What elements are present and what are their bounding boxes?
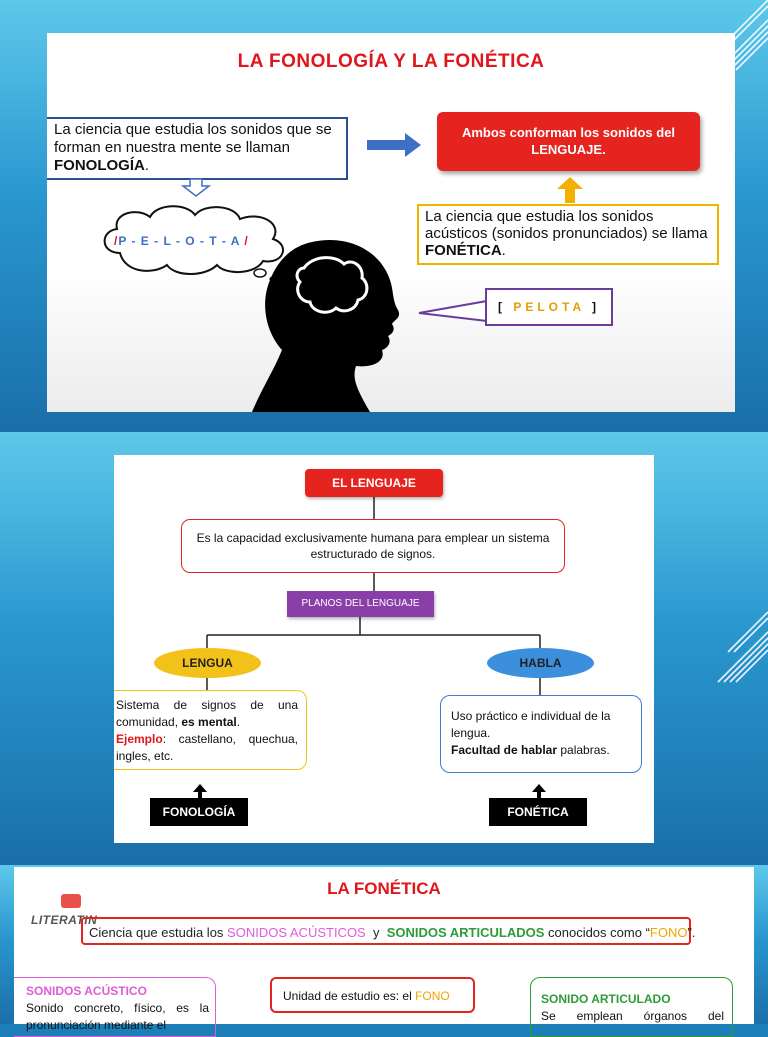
slide-la-fonetica bbox=[14, 867, 754, 1032]
def-fono: FONO bbox=[649, 925, 688, 940]
slide-fonologia-fonetica bbox=[47, 33, 735, 412]
def-acusticos: SONIDOS ACÚSTICOS bbox=[227, 925, 366, 940]
fonetica-definition-box bbox=[81, 917, 696, 945]
corner-stripes-decoration bbox=[708, 612, 768, 682]
habla-description-end: palabras. bbox=[557, 743, 610, 757]
speech-word: PELOTA bbox=[513, 300, 585, 314]
fonologia-definition-text: La ciencia que estudia los sonidos que se forman en nuestra mente se llaman bbox=[54, 121, 332, 156]
sonido-articulado-box bbox=[530, 977, 733, 1037]
lenguaje-summary-box: Ambos conforman los sonidos del LENGUAJE. bbox=[437, 112, 700, 171]
unidad-fono: FONO bbox=[415, 989, 450, 1003]
arrow-up-icon bbox=[193, 784, 207, 798]
slide3-title: LA FONÉTICA bbox=[327, 879, 441, 898]
fonetica-definition-text: La ciencia que estudia los sonidos acústicos (sonidos pronunciados) se llama bbox=[425, 208, 708, 242]
lengua-description-box bbox=[114, 690, 307, 770]
speech-bracket-open: [ bbox=[497, 300, 506, 314]
thought-word bbox=[114, 234, 249, 248]
thought-slash-open: / bbox=[114, 234, 119, 248]
habla-description-bold: Facultad de hablar bbox=[451, 743, 558, 757]
def-text-3: conocidos como “ bbox=[544, 925, 650, 940]
fonologia-definition-end: . bbox=[144, 157, 149, 174]
articulado-text: Se emplean órganos del bbox=[541, 1009, 724, 1023]
speech-tail-shape bbox=[419, 299, 489, 323]
habla-description-box bbox=[440, 695, 642, 773]
def-text-2: y bbox=[365, 925, 387, 940]
slide1-title: LA FONOLOGÍA Y LA FONÉTICA bbox=[237, 51, 545, 72]
literatin-logo: LITERATIN bbox=[31, 913, 98, 927]
ejemplo-label: Ejemplo bbox=[116, 732, 163, 746]
unidad-text: Unidad de estudio es: el bbox=[283, 989, 416, 1003]
fonologia-definition-box bbox=[47, 117, 348, 180]
arrow-right-icon bbox=[367, 133, 421, 157]
habla-description-text: Uso práctico e individual de la lengua. bbox=[451, 709, 611, 740]
articulado-title: SONIDO ARTICULADO bbox=[541, 992, 671, 1006]
thought-letters: P - E - L - O - T - A bbox=[118, 234, 241, 248]
planos-lenguaje-box: PLANOS DEL LENGUAJE bbox=[287, 591, 434, 617]
el-lenguaje-box: EL LENGUAJE bbox=[305, 469, 443, 497]
thought-slash-close: / bbox=[244, 234, 249, 248]
arrow-down-icon bbox=[182, 179, 210, 197]
fonetica-definition-end: . bbox=[501, 242, 506, 259]
fonologia-label-box: FONOLOGÍA bbox=[150, 798, 248, 826]
head-silhouette-image bbox=[252, 238, 407, 412]
fonologia-term: FONOLOGÍA bbox=[54, 157, 145, 174]
def-text-4: ”. bbox=[687, 925, 696, 940]
lengua-description-end: . bbox=[236, 715, 241, 729]
lenguaje-definition-box: Es la capacidad exclusivamente humana para emplear un sistema estructurado de signos. bbox=[181, 519, 565, 573]
def-text-1: Ciencia que estudia los bbox=[89, 925, 228, 940]
arrow-up-icon bbox=[557, 177, 583, 203]
slide-lenguaje bbox=[114, 455, 654, 843]
speech-pelota-box bbox=[485, 288, 613, 326]
lengua-description-text: Sistema de signos de una comunidad, bbox=[116, 698, 298, 729]
lengua-description-bold: es mental bbox=[181, 715, 237, 729]
arrow-up-icon bbox=[532, 784, 546, 798]
unidad-estudio-box bbox=[270, 977, 475, 1013]
acustico-title: SONIDOS ACÚSTICO bbox=[26, 984, 147, 998]
speech-bracket-close: ] bbox=[592, 300, 601, 314]
fonetica-term: FONÉTICA bbox=[425, 242, 502, 259]
habla-ellipse: HABLA bbox=[487, 648, 594, 678]
acustico-text: Sonido concreto, físico, es la pronunciación mediante el bbox=[26, 1001, 209, 1032]
def-articulados: SONIDOS ARTICULADOS bbox=[386, 925, 545, 940]
fonetica-definition-box bbox=[417, 204, 719, 265]
fonetica-label-box: FONÉTICA bbox=[489, 798, 587, 826]
ejemplo-text: : castellano, quechua, ingles, etc. bbox=[116, 732, 298, 763]
lengua-ellipse: LENGUA bbox=[154, 648, 261, 678]
sonidos-acustico-box bbox=[14, 977, 216, 1037]
